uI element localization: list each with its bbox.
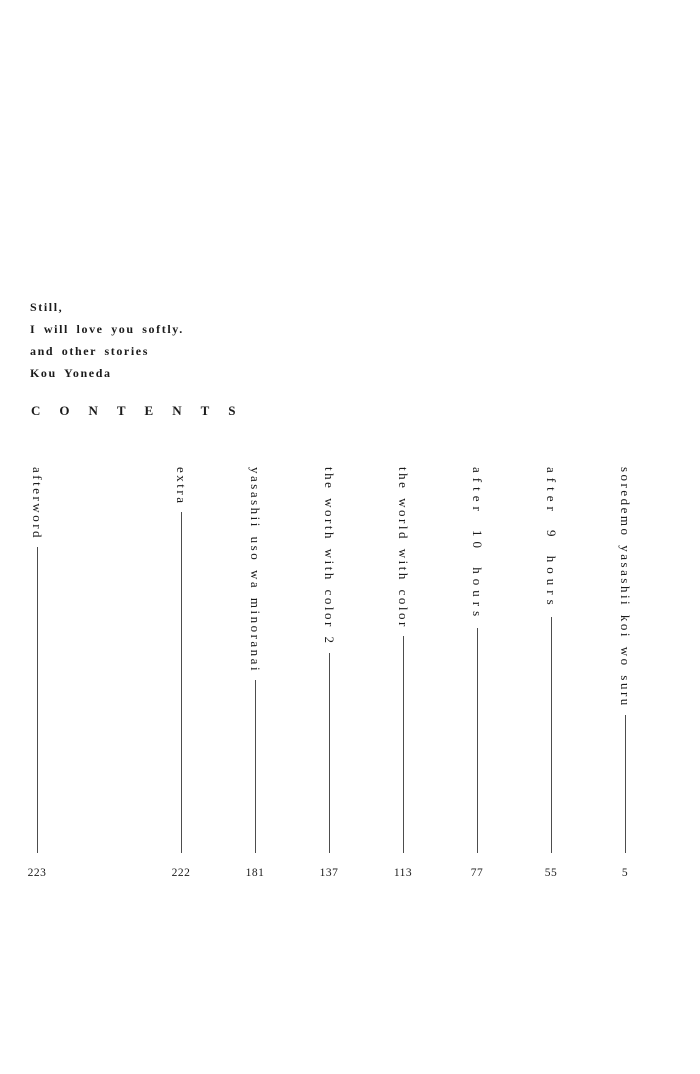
toc-entry-page-number: 222 [171, 867, 191, 879]
toc-entry [144, 467, 218, 879]
toc-entry [588, 467, 662, 879]
toc-entry-page-number: 5 [621, 867, 629, 879]
toc-entry-title: after 9 hours [544, 467, 559, 610]
toc-entry [366, 467, 440, 879]
toc-entry-page-number: 77 [470, 867, 484, 879]
toc-leader-line [625, 715, 626, 853]
toc-entry [218, 467, 292, 879]
toc-entry-title: afterword [30, 467, 45, 541]
toc-entry [0, 467, 74, 879]
toc-entry-title: soredemo yasashii koi wo suru [618, 467, 633, 708]
book-title-line: I will love you softly. [30, 322, 184, 336]
toc-leader-line [255, 680, 256, 853]
toc-leader-line [37, 547, 38, 853]
contents-heading: CONTENTS [31, 403, 255, 418]
toc-leader-line [329, 653, 330, 853]
toc-entry [292, 467, 366, 879]
toc-entry [440, 467, 514, 879]
toc-entry-page-number: 223 [27, 867, 47, 879]
toc-entry-title: the worth with color 2 [322, 467, 337, 646]
toc-leader-line [403, 636, 404, 853]
toc-entry-title: the world with color [396, 467, 411, 629]
toc-entry-page-number: 137 [319, 867, 339, 879]
toc-entry-page-number: 55 [544, 867, 558, 879]
book-title-line: and other stories [30, 344, 149, 358]
toc-entry-page-number: 113 [393, 867, 413, 879]
author-name: Kou Yoneda [30, 366, 112, 380]
toc-entry-page-number: 181 [245, 867, 265, 879]
toc-entry-title: yasashii uso wa minoranai [248, 467, 263, 674]
toc-leader-line [181, 512, 182, 853]
book-title-line: Still, [30, 300, 64, 314]
toc-entry [514, 467, 588, 879]
toc-leader-line [477, 628, 478, 853]
toc-entry-title: extra [174, 467, 189, 506]
toc-leader-line [551, 617, 552, 853]
toc-entry-title: after 10 hours [470, 467, 485, 622]
